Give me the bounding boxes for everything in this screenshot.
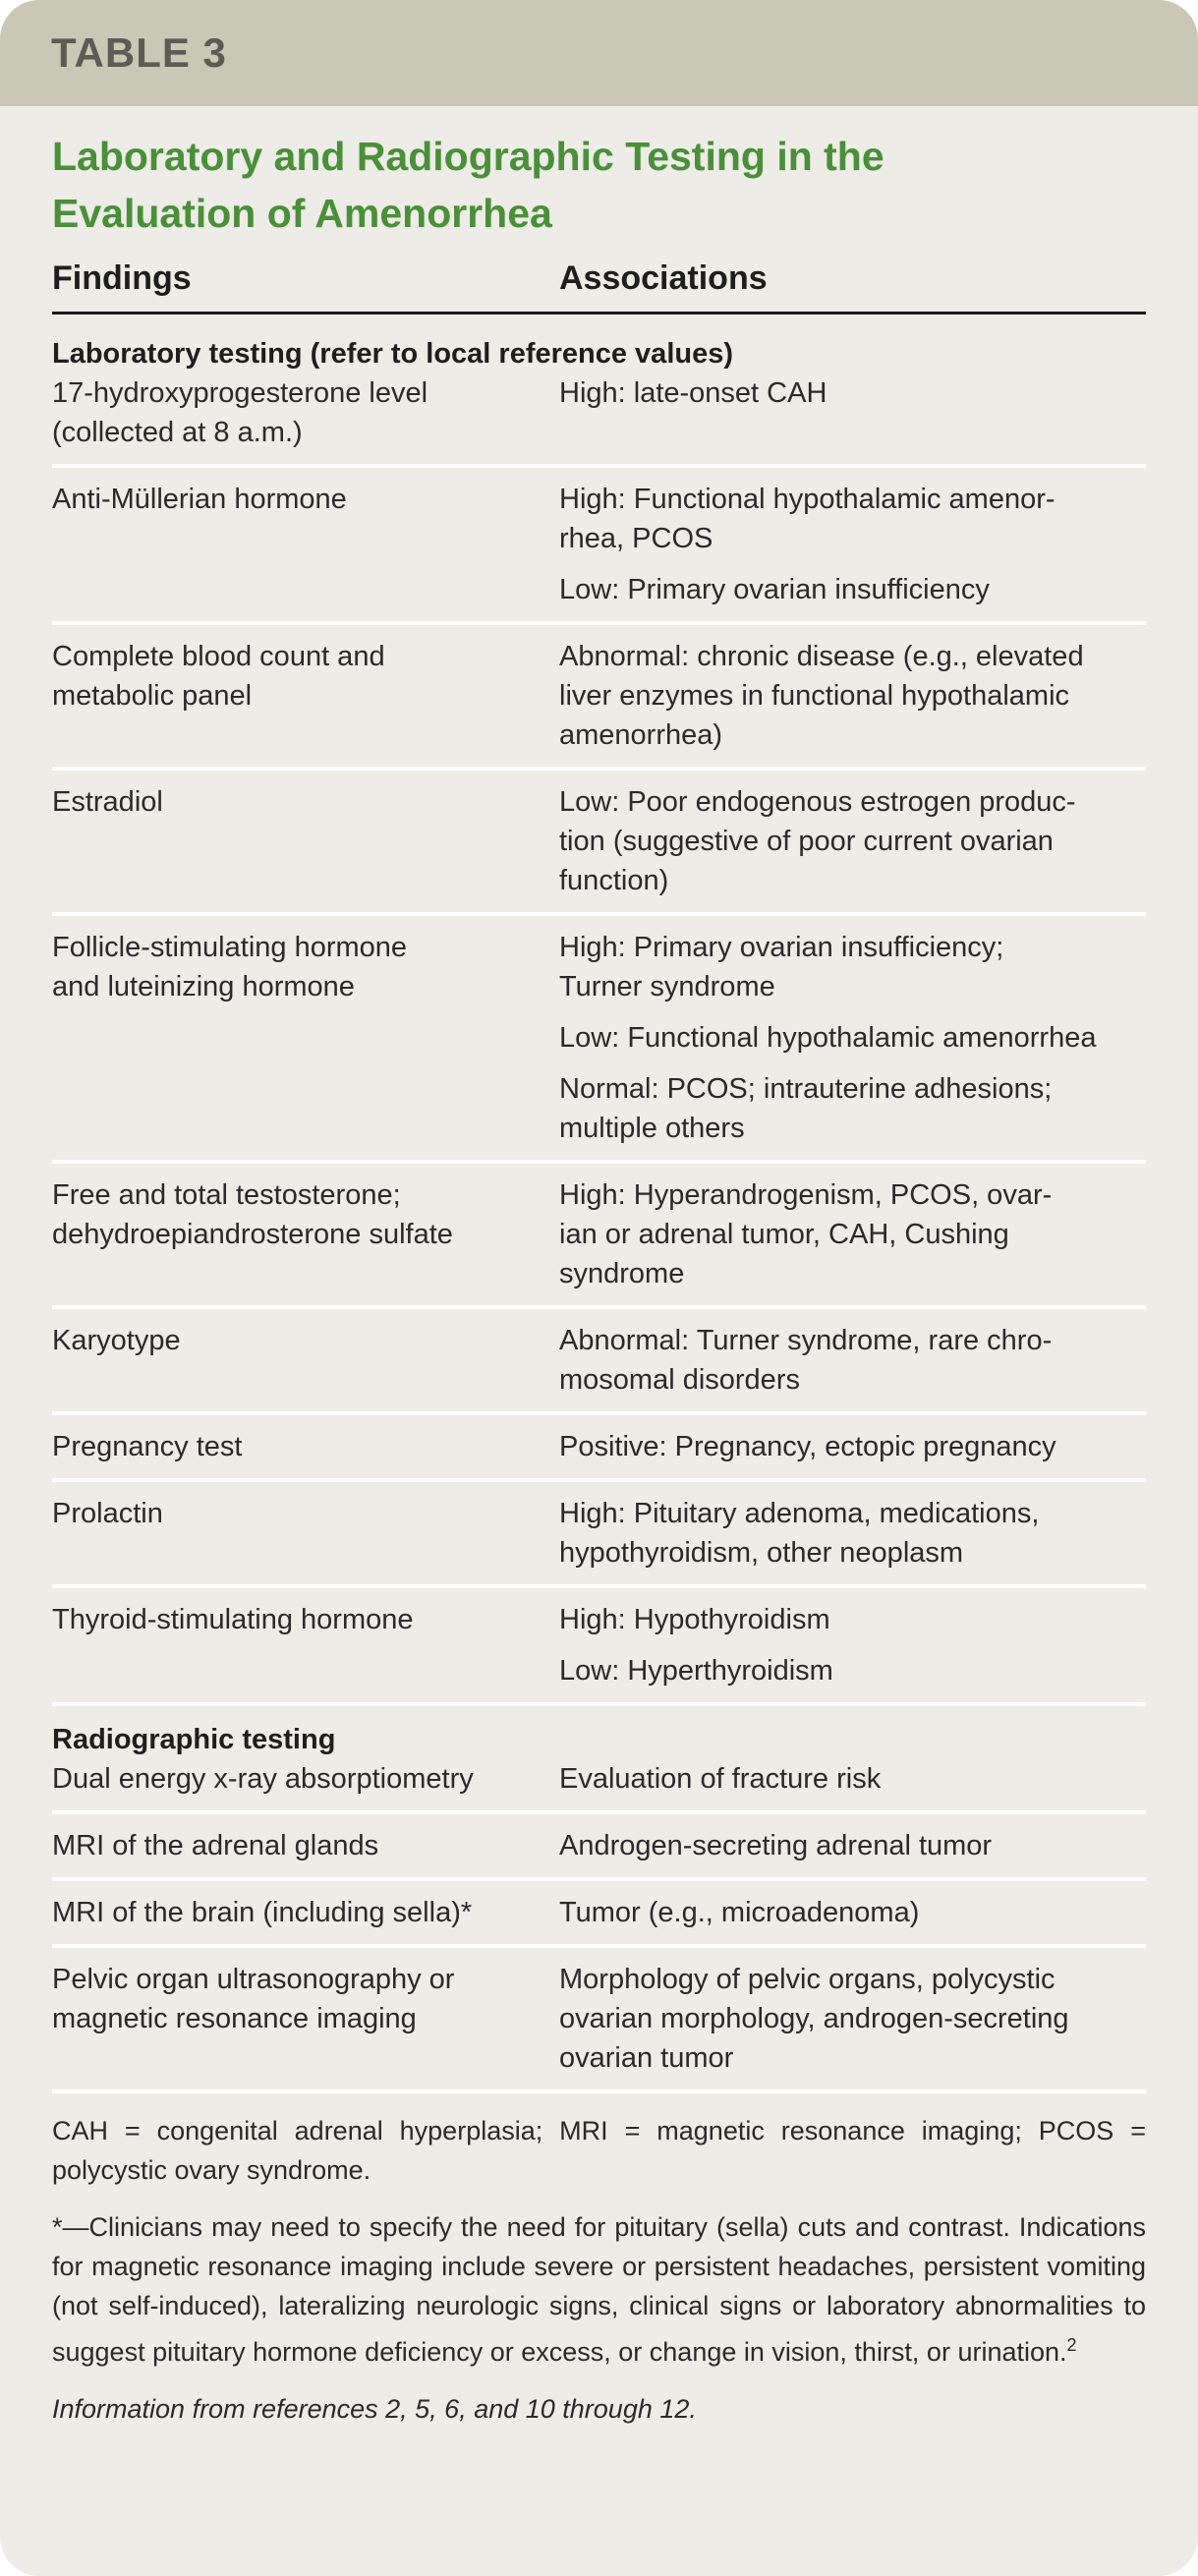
- finding-line: Free and total testosterone;: [52, 1179, 401, 1211]
- finding-line: Anti-Müllerian hormone: [52, 484, 347, 515]
- column-header-associations: Associations: [559, 259, 768, 297]
- association-line: High: late-onset CAH: [559, 377, 827, 409]
- table-row: [52, 1948, 1146, 2093]
- finding-line: and luteinizing hormone: [52, 971, 355, 1002]
- finding-line: Follicle-stimulating hormone: [52, 932, 408, 963]
- association-entry: [559, 1960, 1146, 2078]
- association-line: High: Functional hypothalamic amenor-: [559, 484, 1055, 515]
- association-line: Normal: PCOS; intrauterine adhesions;: [559, 1073, 1053, 1105]
- finding-line: Thyroid-stimulating hormone: [52, 1604, 414, 1635]
- finding-cell: [52, 928, 559, 1148]
- table-row: [52, 771, 1146, 916]
- finding-cell: [52, 373, 559, 452]
- association-cell: [559, 1826, 1146, 1865]
- radiographic-rows: [52, 1759, 1146, 2093]
- association-line: Abnormal: chronic disease (e.g., elevated: [559, 641, 1084, 672]
- finding-line: Pregnancy test: [52, 1431, 243, 1462]
- table-row: [52, 1164, 1146, 1309]
- association-entry: [559, 1494, 1146, 1573]
- association-cell: [559, 373, 1146, 452]
- association-cell: [559, 1321, 1146, 1400]
- association-line: ian or adrenal tumor, CAH, Cushing: [559, 1219, 1009, 1250]
- association-line: Morphology of pelvic organs, polycystic: [559, 1964, 1055, 1995]
- abbreviations-note: CAH = congenital adrenal hyperplasia; MRI = magnetic resonance imaging; PCOS = polycystic ovary syndrome.: [52, 2116, 1146, 2185]
- association-line: Low: Functional hypothalamic amenorrhea: [559, 1022, 1097, 1054]
- association-entry: [559, 1759, 1146, 1799]
- association-entry: [559, 782, 1146, 900]
- finding-cell: [52, 1960, 559, 2078]
- association-line: Low: Hyperthyroidism: [559, 1655, 833, 1687]
- finding-line: 17-hydroxyprogesterone level: [52, 377, 428, 409]
- association-cell: [559, 1494, 1146, 1573]
- association-cell: [559, 1427, 1146, 1466]
- association-line: ovarian tumor: [559, 2042, 734, 2074]
- footnote: [52, 2207, 1146, 2372]
- footnote-reference: 2: [1066, 2335, 1077, 2355]
- association-line: Low: Primary ovarian insufficiency: [559, 574, 990, 605]
- association-cell: [559, 1175, 1146, 1293]
- association-line: mosomal disorders: [559, 1364, 800, 1396]
- column-header-findings: Findings: [52, 259, 192, 297]
- finding-cell: [52, 1175, 559, 1293]
- finding-line: Pelvic organ ultrasonography or: [52, 1964, 455, 1995]
- association-line: High: Hyperandrogenism, PCOS, ovar-: [559, 1179, 1053, 1211]
- source-note: Information from references 2, 5, 6, and 10 through 12.: [52, 2394, 697, 2424]
- finding-line: magnetic resonance imaging: [52, 2003, 417, 2034]
- finding-line: metabolic panel: [52, 680, 253, 712]
- association-entry: [559, 1069, 1146, 1148]
- association-entry: [559, 1427, 1146, 1466]
- column-header-row: [52, 259, 1146, 315]
- association-line: hypothyroidism, other neoplasm: [559, 1537, 964, 1569]
- association-entry: [559, 570, 1146, 609]
- table-content: [0, 106, 1198, 2429]
- association-line: liver enzymes in functional hypothalamic: [559, 680, 1070, 712]
- finding-line: Karyotype: [52, 1325, 181, 1356]
- association-cell: [559, 782, 1146, 900]
- association-line: amenorrhea): [559, 719, 723, 751]
- association-entry: [559, 1651, 1146, 1690]
- association-line: High: Primary ovarian insufficiency;: [559, 932, 1004, 963]
- table-row: [52, 1881, 1146, 1948]
- association-line: Tumor (e.g., microadenoma): [559, 1897, 920, 1928]
- finding-cell: [52, 1826, 559, 1865]
- association-cell: [559, 480, 1146, 609]
- table-number: TABLE 3: [51, 29, 227, 76]
- association-entry: [559, 1826, 1146, 1865]
- table-row: [52, 1588, 1146, 1706]
- association-line: Low: Poor endogenous estrogen produc-: [559, 786, 1076, 818]
- footnote-text: *—Clinicians may need to specify the need for pituitary (sella) cuts and contrast. Indications for magnetic resonance imaging include severe or persistent headaches, persistent vomiting (not self-induced), lateralizing neurologic signs, clinical signs or laboratory abnormalities to suggest pituitary hormone deficiency or excess, or change in vision, thirst, or urination.: [52, 2212, 1146, 2367]
- finding-cell: [52, 1494, 559, 1573]
- finding-cell: [52, 1893, 559, 1932]
- association-line: ovarian morphology, androgen-secreting: [559, 2003, 1069, 2034]
- association-entry: [559, 373, 1146, 413]
- finding-cell: [52, 1427, 559, 1466]
- association-line: Abnormal: Turner syndrome, rare chro-: [559, 1325, 1053, 1356]
- association-cell: [559, 928, 1146, 1148]
- association-entry: [559, 1175, 1146, 1293]
- association-entry: [559, 637, 1146, 755]
- finding-cell: [52, 782, 559, 900]
- laboratory-rows: [52, 373, 1146, 1706]
- section-heading-radiographic: Radiographic testing: [52, 1724, 336, 1755]
- association-entry: [559, 1321, 1146, 1400]
- table-row: [52, 1482, 1146, 1588]
- association-cell: [559, 1759, 1146, 1799]
- table-header-bar: [0, 0, 1198, 106]
- association-cell: [559, 1893, 1146, 1932]
- association-entry: [559, 1018, 1146, 1058]
- finding-cell: [52, 480, 559, 609]
- association-line: High: Hypothyroidism: [559, 1604, 830, 1635]
- table-row: [52, 1309, 1146, 1415]
- title-line-1: Laboratory and Radiographic Testing in the: [52, 134, 884, 179]
- table-row: [52, 916, 1146, 1164]
- association-line: rhea, PCOS: [559, 523, 713, 554]
- association-line: High: Pituitary adenoma, medications,: [559, 1498, 1040, 1529]
- table-title: [52, 128, 1146, 242]
- finding-line: MRI of the brain (including sella)*: [52, 1897, 473, 1928]
- finding-cell: [52, 1321, 559, 1400]
- finding-line: Complete blood count and: [52, 641, 385, 672]
- association-entry: [559, 928, 1146, 1006]
- finding-cell: [52, 1759, 559, 1799]
- finding-line: dehydroepiandrosterone sulfate: [52, 1219, 453, 1250]
- association-cell: [559, 1960, 1146, 2078]
- finding-line: Prolactin: [52, 1498, 163, 1529]
- association-entry: [559, 1600, 1146, 1639]
- association-cell: [559, 1600, 1146, 1690]
- association-entry: [559, 1893, 1146, 1932]
- finding-line: Dual energy x-ray absorptiometry: [52, 1763, 474, 1795]
- finding-cell: [52, 1600, 559, 1690]
- association-line: Positive: Pregnancy, ectopic pregnancy: [559, 1431, 1056, 1462]
- table-row: [52, 625, 1146, 771]
- title-line-2: Evaluation of Amenorrhea: [52, 191, 552, 236]
- association-line: function): [559, 865, 669, 896]
- association-line: Androgen-secreting adrenal tumor: [559, 1830, 993, 1861]
- finding-line: Estradiol: [52, 786, 163, 818]
- finding-cell: [52, 637, 559, 755]
- section-heading-laboratory: Laboratory testing (refer to local reference values): [52, 338, 733, 370]
- association-entry: [559, 480, 1146, 558]
- table-row: [52, 1759, 1146, 1814]
- association-line: Evaluation of fracture risk: [559, 1763, 882, 1795]
- table-row: [52, 1814, 1146, 1881]
- association-line: multiple others: [559, 1113, 745, 1144]
- finding-line: MRI of the adrenal glands: [52, 1830, 379, 1861]
- association-cell: [559, 637, 1146, 755]
- table-row: [52, 468, 1146, 625]
- association-line: tion (suggestive of poor current ovarian: [559, 826, 1054, 857]
- table-row: [52, 373, 1146, 468]
- finding-line: (collected at 8 a.m.): [52, 417, 303, 448]
- association-line: syndrome: [559, 1258, 685, 1289]
- association-line: Turner syndrome: [559, 971, 775, 1002]
- table-row: [52, 1415, 1146, 1482]
